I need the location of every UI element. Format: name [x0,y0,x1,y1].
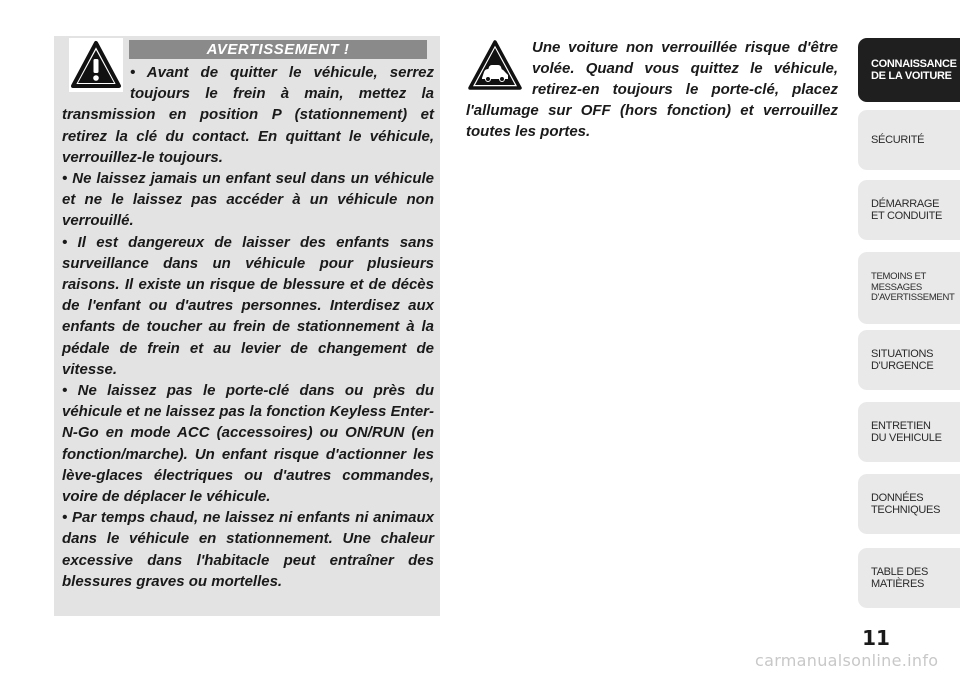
tab-connaissance-de-la-voiture[interactable]: CONNAISSANCE DE LA VOITURE [858,38,960,102]
tab-temoins-et-messages[interactable]: TEMOINS ET MESSAGES D'AVERTISSEMENT [858,252,960,324]
tab-demarrage-et-conduite[interactable]: DÉMARRAGE ET CONDUITE [858,180,960,240]
warning-paragraph: • Il est dangereux de laisser des enfants sans surveillance dans un véhicule pour plusieurs raisons. Il existe un risque de blessure et de décès de l'enfant ou d'autres personnes. Interdisez aux enfants de toucher au frein de stationnement à la pédale de frein et au levier de changement de vitesse. [62,233,434,378]
warning-text [62,62,434,592]
footer-watermark: carmanualsonline.info [755,651,939,670]
warning-header: AVERTISSEMENT ! [129,40,427,59]
tab-situations-d-urgence[interactable]: SITUATIONS D'URGENCE [858,330,960,390]
tab-entretien-du-vehicule[interactable]: ENTRETIEN DU VEHICULE [858,402,960,462]
tab-securite[interactable]: SÉCURITÉ [858,110,960,170]
page-number: 11 [862,626,890,650]
tab-table-des-matieres[interactable]: TABLE DES MATIÈRES [858,548,960,608]
tab-donnees-techniques[interactable]: DONNÉES TECHNIQUES [858,474,960,534]
warning-paragraph: • Ne laissez jamais un enfant seul dans un véhicule et ne le laissez pas accéder à un véhicule non verrouillé. [62,170,434,230]
warning-paragraph: • Avant de quitter le véhicule, serrez toujours le frein à main, mettez la transmission en position P (stationnement) et retirez la clé du contact. En quittant le véhicule, verrouillez-le toujours. [62,64,434,166]
warning-paragraph: • Ne laissez pas le porte-clé dans ou près du véhicule et ne laissez pas la fonction Keyless Enter-N-Go en mode ACC (accessoires) ou ON/RUN (en fonction/marche). Un enfant risque d'actionner les lève-glaces électriques ou d'autres commandes, voire de déplacer le véhicule. [62,382,434,506]
note-paragraph: Une voiture non verrouillée risque d'être volée. Quand vous quittez le véhicule, retirez-en toujours le porte-clé, placez l'allumage sur OFF (hors fonction) et verrouillez toutes les portes. [466,39,838,140]
car-in-triangle-icon [467,38,523,94]
warning-paragraph: • Par temps chaud, ne laissez ni enfants ni animaux dans le véhicule en stationnement. Une chaleur excessive dans l'habitacle peut entraîner des blessures graves ou mortelles. [62,509,434,590]
